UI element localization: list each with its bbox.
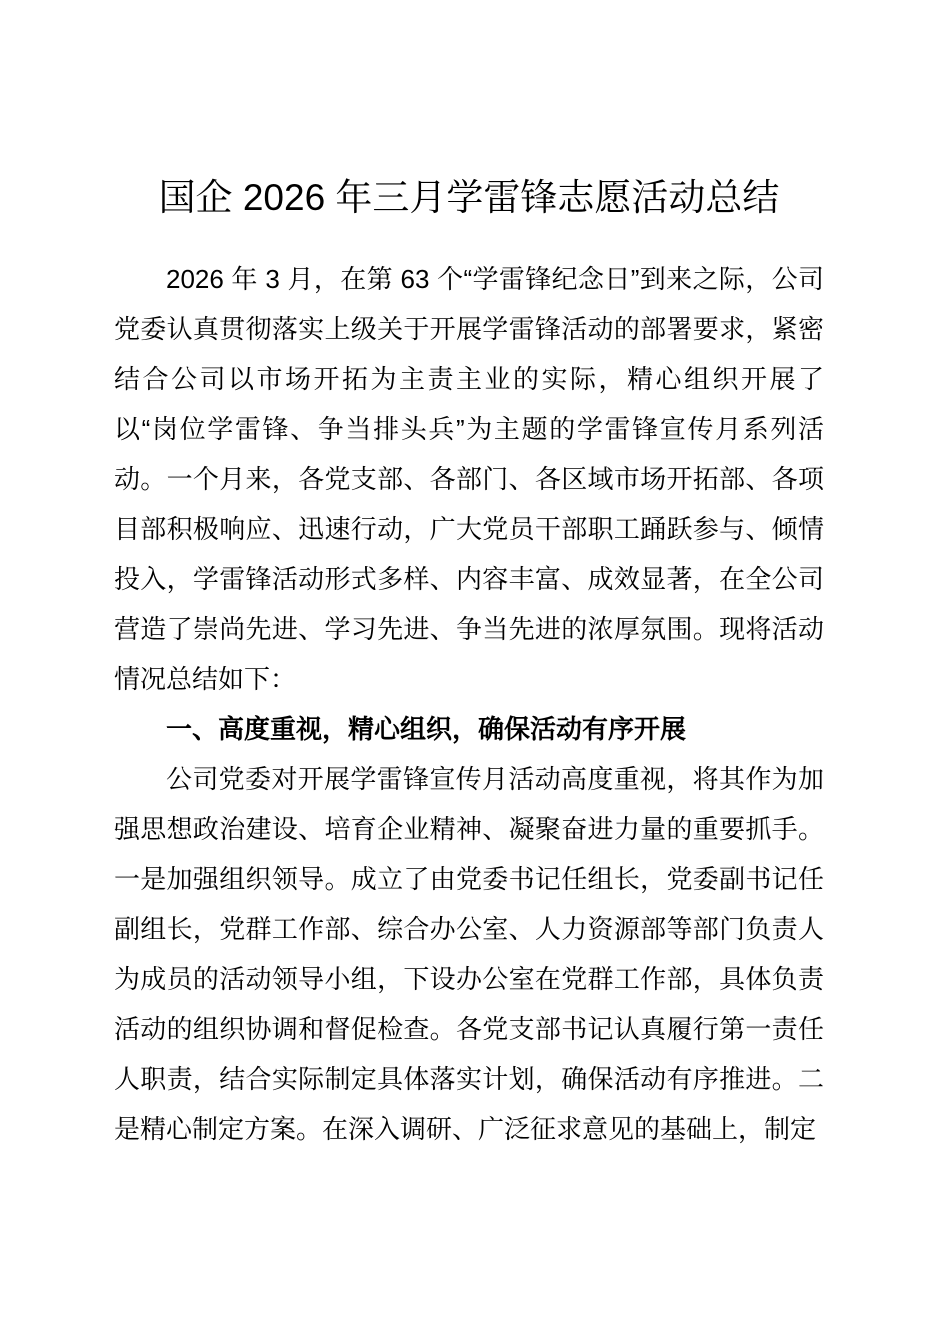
paragraph-section-1: 公司党委对开展学雷锋宣传月活动高度重视，将其作为加强思想政治建设、培育企业精神、凝聚奋进力量的重要抓手。一是加强组织领导。成立了由党委书记任组长，党委副书记任副组长，党群工作部、综合办公室、人力资源部等部门负责人为成员的活动领导小组，下设办公室在党群工作部，具体负责活动的组织协调和督促检查。各党支部书记认真履行第一责任人职责，结合实际制定具体落实计划，确保活动有序推进。二是精心制定方案。在深入调研、广泛征求意见的基础上，制定 — [114, 764, 824, 1144]
paragraph-intro: 2026 年 3 月，在第 63 个“学雷锋纪念日”到来之际，公司党委认真贯彻落实上级关于开展学雷锋活动的部署要求，紧密结合公司以市场开拓为主责主业的实际，精心组织开展了以“岗位学雷锋、争当排头兵”为主题的学雷锋宣传月系列活动。一个月来，各党支部、各部门、各区域市场开拓部、各项目部积极响应、迅速行动，广大党员干部职工踊跃参与、倾情投入，学雷锋活动形式多样、内容丰富、成效显著，在全公司营造了崇尚先进、学习先进、争当先进的浓厚氛围。现将活动情况总结如下： — [114, 264, 824, 694]
document-title: 国企 2026 年三月学雷锋志愿活动总结 — [158, 177, 780, 218]
section-heading-1: 一、高度重视，精心组织，确保活动有序开展 — [166, 714, 687, 744]
